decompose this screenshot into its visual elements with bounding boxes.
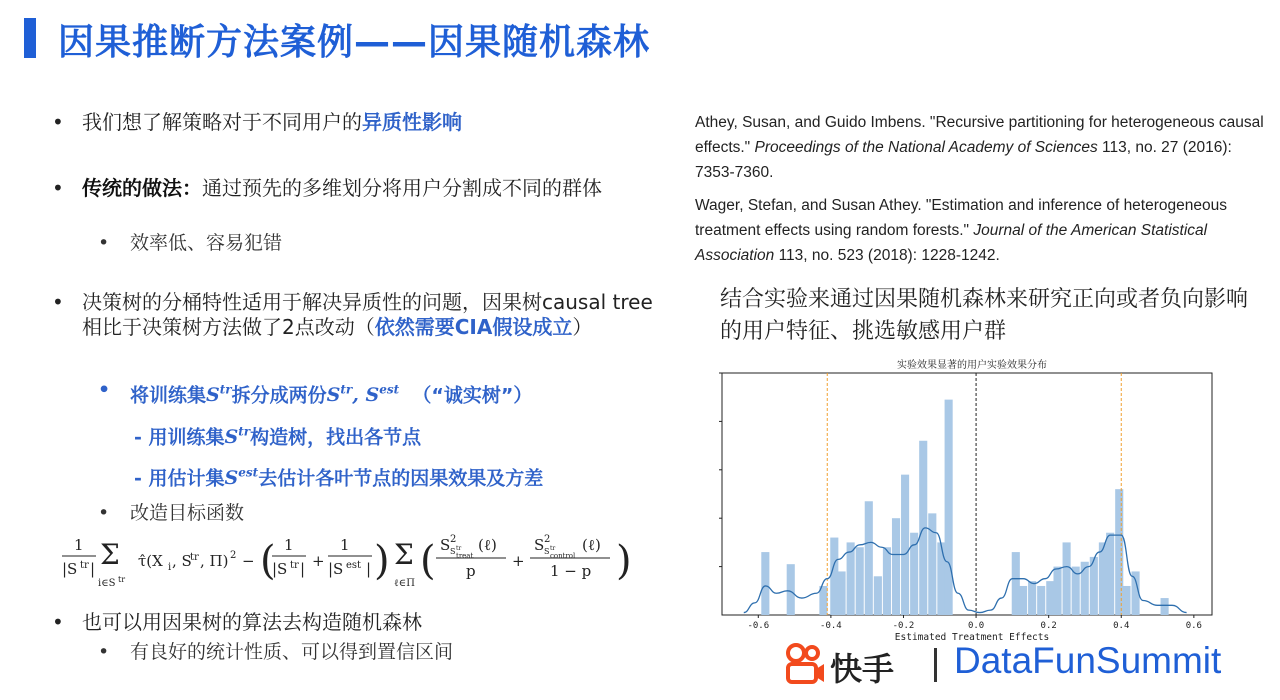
svg-text:): ) — [374, 538, 390, 584]
svg-text:(: ( — [260, 538, 276, 584]
svg-text:i: i — [168, 562, 172, 573]
svg-text:+: + — [312, 552, 325, 570]
chart-x-ticks — [747, 615, 1202, 631]
histogram-bar — [1028, 581, 1036, 615]
svg-text:2: 2 — [450, 534, 457, 545]
title-accent-bar — [24, 18, 36, 58]
svg-text:τ̂(X: τ̂(X — [138, 552, 163, 570]
histogram-bar — [1115, 489, 1123, 615]
histogram-bar — [1099, 542, 1107, 615]
svg-text:tr: tr — [80, 560, 89, 571]
svg-text:(: ( — [420, 538, 436, 584]
histogram-bar — [892, 518, 900, 615]
x-tick-label: -0.6 — [747, 621, 770, 631]
histogram-bar — [1122, 586, 1130, 615]
svg-text:tr: tr — [290, 560, 299, 571]
histogram-bar — [1019, 586, 1027, 615]
histogram-bar — [883, 547, 891, 615]
svg-text:est: est — [346, 560, 362, 571]
svg-text:control: control — [550, 552, 576, 560]
x-tick-label: -0.2 — [892, 621, 915, 631]
objective-formula — [60, 530, 660, 595]
histogram-bar — [1046, 581, 1054, 615]
svg-text:): ) — [616, 538, 632, 584]
kuaishou-logo-icon — [782, 642, 826, 686]
histogram-bar — [838, 571, 846, 615]
svg-text:S: S — [534, 536, 545, 554]
svg-text:S: S — [544, 547, 550, 556]
histogram-bar — [830, 538, 838, 615]
x-axis-label: Estimated Treatment Effects — [894, 632, 1050, 643]
histogram-bar — [1053, 567, 1061, 615]
svg-text:(ℓ): (ℓ) — [478, 536, 497, 554]
x-tick-label: 0.6 — [1185, 621, 1202, 631]
svg-text:treat: treat — [456, 552, 474, 560]
chart-bars — [761, 400, 1168, 615]
svg-text:(ℓ): (ℓ) — [582, 536, 601, 554]
svg-text:2: 2 — [544, 534, 551, 545]
histogram-bar — [937, 542, 945, 615]
svg-text:S: S — [450, 547, 456, 556]
svg-text:+: + — [512, 552, 525, 570]
svg-text:1 − p: 1 − p — [550, 562, 592, 580]
svg-text:|: | — [90, 560, 96, 578]
svg-text:, S: , S — [172, 552, 192, 570]
svg-text:|: | — [300, 560, 306, 578]
x-tick-label: 0.0 — [967, 621, 985, 631]
svg-text:1: 1 — [284, 536, 294, 554]
summit-name: DataFunSummit — [954, 640, 1222, 681]
footer-brand — [782, 640, 1272, 690]
histogram-bar — [856, 547, 864, 615]
svg-text:tr: tr — [118, 575, 126, 584]
formula-svg — [60, 530, 660, 590]
svg-text:ℓ∈Π: ℓ∈Π — [394, 578, 415, 589]
svg-text:tr: tr — [550, 545, 556, 552]
highlight-cia: 依然需要CIA假设成立 — [374, 315, 573, 339]
footer-separator — [934, 648, 937, 682]
x-tick-label: 0.2 — [1040, 621, 1057, 631]
histogram-bar — [787, 564, 795, 615]
svg-text:|S: |S — [328, 560, 344, 578]
svg-text:1: 1 — [340, 536, 350, 554]
svg-text:Σ: Σ — [394, 538, 414, 571]
x-tick-label: -0.4 — [820, 621, 842, 631]
svg-text:S: S — [440, 536, 451, 554]
references — [695, 110, 1265, 276]
bullet-dot: • — [52, 176, 64, 200]
brand-name: 快手 — [830, 650, 895, 688]
bullet-dot: • — [52, 110, 64, 134]
page-title: 因果推断方法案例——因果随机森林 — [58, 22, 651, 63]
reference-athey-imbens: Athey, Susan, and Guido Imbens. "Recursive partitioning for heterogeneous causal effects." Proceedings of the National Academy of Sciences 113, no. 27 (2016): 7353-7360. — [695, 114, 1264, 181]
histogram-bar — [819, 586, 827, 615]
svg-text:p: p — [466, 562, 476, 580]
bullet-dot: • — [52, 610, 64, 634]
svg-text:−: − — [242, 552, 255, 570]
svg-text:i∈S: i∈S — [98, 578, 116, 589]
svg-text:, Π): , Π) — [200, 552, 229, 570]
bullet-dot: • — [52, 290, 64, 314]
histogram-bar — [1106, 533, 1114, 615]
svg-text:|S: |S — [62, 560, 78, 578]
histogram-bar — [874, 576, 882, 615]
histogram-bar — [1037, 586, 1045, 615]
histogram-bar — [865, 501, 873, 615]
svg-text:Σ: Σ — [100, 538, 120, 571]
histogram-bar — [1012, 552, 1020, 615]
chart-svg — [700, 356, 1240, 646]
svg-text:2: 2 — [230, 550, 237, 561]
svg-text:|S: |S — [272, 560, 288, 578]
histogram-bar — [847, 542, 855, 615]
chart-title: 实验效果显著的用户实验效果分布 — [897, 360, 1047, 371]
histogram-bar — [761, 552, 769, 615]
x-tick-label: 0.4 — [1113, 621, 1130, 631]
histogram-bar — [1063, 542, 1071, 615]
histogram-bar — [1081, 562, 1089, 615]
highlight-heterogeneity: 异质性影响 — [362, 110, 462, 134]
svg-text:tr: tr — [190, 552, 199, 563]
effect-distribution-chart — [700, 356, 1240, 646]
histogram-bar — [945, 400, 953, 615]
reference-wager-athey: Wager, Stefan, and Susan Athey. "Estimation and inference of heterogeneous treatment effects using random forests." Journal of the American Statistical Association 113, no. 523 (2018): 1228-1242. — [695, 197, 1227, 264]
histogram-bar — [901, 475, 909, 615]
svg-text:1: 1 — [74, 536, 84, 554]
svg-text:|: | — [366, 560, 372, 578]
histogram-bar — [1161, 598, 1169, 615]
chart-caption: 结合实验来通过因果随机森林来研究正向或者负向影响的用户特征、挑选敏感用户群 — [720, 287, 1249, 344]
svg-text:tr: tr — [456, 545, 462, 552]
